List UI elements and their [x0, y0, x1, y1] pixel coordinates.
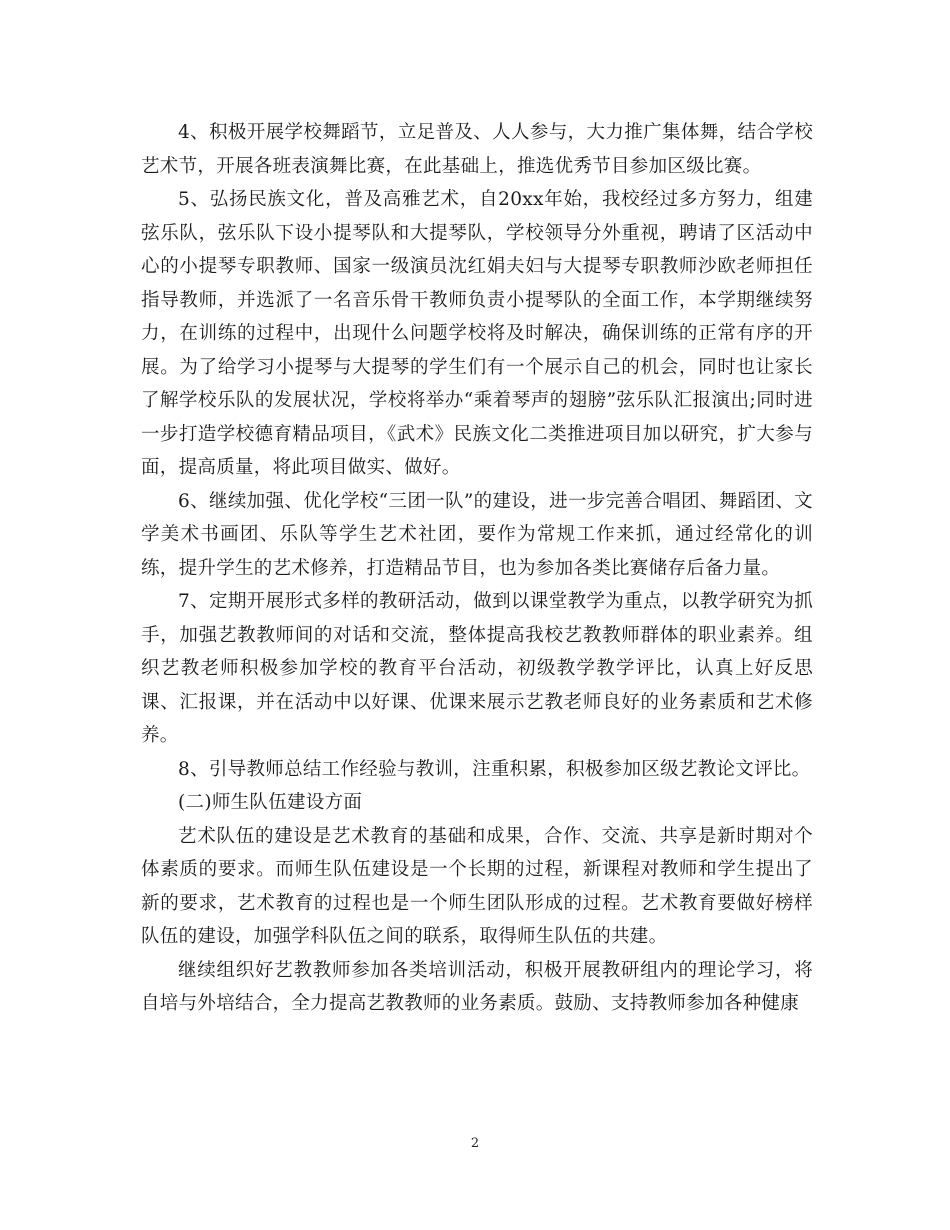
paragraph-training-activities: 继续组织好艺教教师参加各类培训活动，积极开展教研组内的理论学习，将自培与外培结合，全力提高艺教教师的业务素质。鼓励、支持教师参加各种健康	[141, 959, 813, 1014]
paragraph-item-6: 6、继续加强、优化学校“三团一队”的建设，进一步完善合唱团、舞蹈团、文学美术书画团、乐队等学生艺术社团，要作为常规工作来抓，通过经常化的训练，提升学生的艺术修养，打造精品节目，也为参加各类比赛储存后备力量。	[141, 490, 813, 579]
paragraph-team-building: 艺术队伍的建设是艺术教育的基础和成果，合作、交流、共享是新时期对个体素质的要求。而师生队伍建设是一个长期的过程，新课程对教师和学生提出了新的要求，艺术教育的过程也是一个师生团队形成的过程。艺术教育要做好榜样队伍的建设，加强学科队伍之间的联系，取得师生队伍的共建。	[141, 825, 813, 947]
page-number: 2	[470, 1136, 480, 1151]
section-heading-teacher-student-team: (二)师生队伍建设方面	[178, 792, 363, 813]
document-body	[141, 116, 813, 1021]
paragraph-item-4: 4、积极开展学校舞蹈节，立足普及、人人参与，大力推广集体舞，结合学校艺术节，开展各班表演舞比赛，在此基础上，推选优秀节目参加区级比赛。	[141, 122, 813, 177]
paragraph-item-7: 7、定期开展形式多样的教研活动，做到以课堂教学为重点，以教学研究为抓手，加强艺教教师间的对话和交流，整体提高我校艺教教师群体的职业素养。组织艺教老师积极参加学校的教育平台活动，初级教学教学评比，认真上好反思课、汇报课，并在活动中以好课、优课来展示艺教老师良好的业务素质和艺术修养。	[141, 591, 813, 746]
paragraph-item-5: 5、弘扬民族文化，普及高雅艺术，自20xx年始，我校经过多方努力，组建弦乐队，弦乐队下设小提琴队和大提琴队，学校领导分外重视，聘请了区活动中心的小提琴专职教师、国家一级演员沈红娟夫妇与大提琴专职教师沙欧老师担任指导教师，并选派了一名音乐骨干教师负责小提琴队的全面工作，本学期继续努力，在训练的过程中，出现什么问题学校将及时解决，确保训练的正常有序的开展。为了给学习小提琴与大提琴的学生们有一个展示自己的机会，同时也让家长了解学校乐队的发展状况，学校将举办“乘着琴声的翅膀”弦乐队汇报演出;同时进一步打造学校德育精品项目，《武术》民族文化二类推进项目加以研究，扩大参与面，提高质量，将此项目做实、做好。	[141, 189, 813, 478]
paragraph-item-8: 8、引导教师总结工作经验与教训，注重积累，积极参加区级艺教论文评比。	[178, 758, 811, 780]
